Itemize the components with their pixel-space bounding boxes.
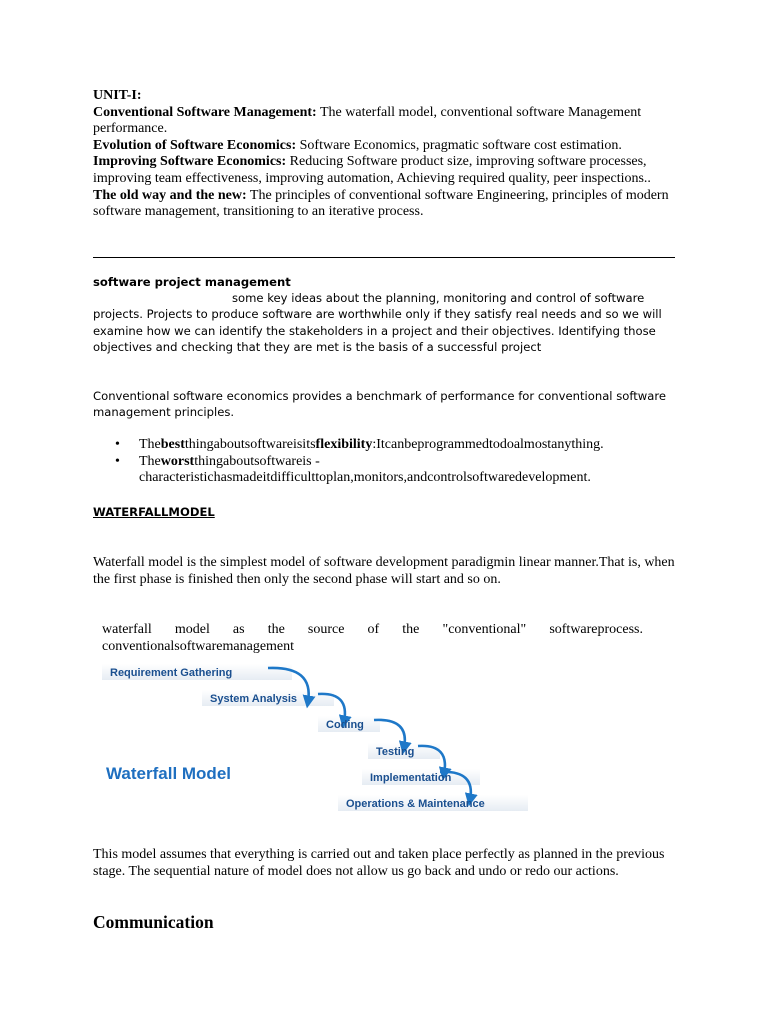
- unit-syllabus: [93, 88, 675, 221]
- waterfall-diagram: [98, 658, 540, 818]
- syllabus-item: Conventional Software Management: The waterfall model, conventional software Management performance.: [93, 104, 642, 137]
- bullet-icon: •: [115, 437, 120, 452]
- spm-body: projects. Projects to produce software are worthwhile only if they satisfy real needs and so we will examine how we can identify the stakeholders in a project and their objectives. Identifying those objectives and checking that they are met is the basis of a successful project: [93, 307, 662, 354]
- diagram-step-label: System Analysis: [210, 693, 298, 705]
- syllabus-item: Evolution of Software Economics: Software Economics, pragmatic software cost estimation.: [93, 137, 622, 153]
- communication-heading: Communication: [93, 912, 214, 932]
- spm-section: [93, 274, 675, 355]
- horizontal-rule: [93, 257, 675, 258]
- spm-first-line: some key ideas about the planning, monitoring and control of software: [232, 291, 645, 306]
- bullet-list: [115, 437, 705, 487]
- unit-title: UNIT-I:: [93, 88, 142, 103]
- bullet-icon: •: [115, 453, 120, 469]
- conventional-para: Conventional software economics provides a benchmark of performance for conventional software management principles.: [93, 389, 667, 420]
- list-item: • Theworstthingaboutsoftwareis - characteristichasmadeitdifficulttoplan,monitors,andcontrolsoftwaredevelopment.: [115, 453, 591, 486]
- diagram-title: Waterfall Model: [106, 764, 231, 783]
- waterfall-source-para: waterfall model as the source of the "conventional" softwareprocess. conventionalsoftwaremanagement: [102, 622, 643, 654]
- waterfall-para: Waterfall model is the simplest model of software development paradigmin linear manner.That is, when the first phase is finished then only the second phase will start and so on.: [93, 555, 675, 587]
- diagram-step-label: Implementation: [370, 772, 452, 784]
- syllabus-item: Improving Software Economics: Reducing Software product size, improving software processes, improving team effectiveness, improving automation, Achieving required quality, peer inspections..: [93, 154, 651, 186]
- list-item: • Thebestthingaboutsoftwareisitsflexibility:Itcanbeprogrammedtodoalmostanything.: [115, 437, 604, 452]
- diagram-step-label: Testing: [376, 746, 415, 758]
- diagram-step-label: Operations & Maintenance: [346, 798, 485, 810]
- spm-heading: software project management: [93, 275, 291, 289]
- diagram-step-label: Coding: [326, 719, 364, 731]
- syllabus-item: The old way and the new: The principles of conventional software Engineering, principles of modern software management, transitioning to an iterative process.: [93, 187, 669, 220]
- assumption-para: This model assumes that everything is carried out and taken place perfectly as planned in the previous stage. The sequential nature of model does not allow us go back and undo or redo our actions.: [93, 847, 665, 879]
- diagram-step-label: Requirement Gathering: [110, 667, 233, 679]
- waterfall-heading: WATERFALLMODEL: [93, 505, 215, 519]
